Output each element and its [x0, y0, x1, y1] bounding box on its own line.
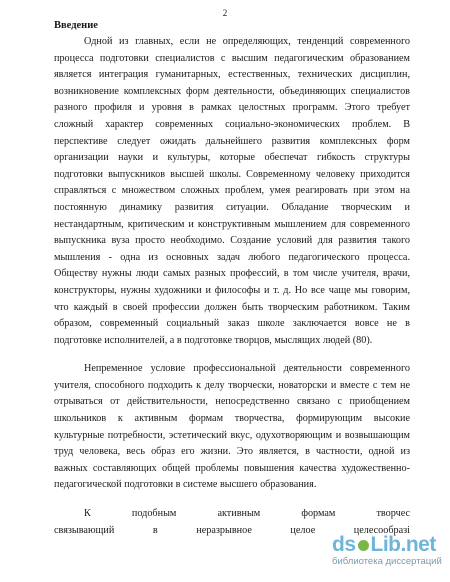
- paragraph-gap: [54, 349, 410, 361]
- dslib-watermark: [332, 534, 442, 574]
- text-line: важных составляющих общей проблемы повышения качества художественно-: [54, 462, 410, 474]
- text-line: выпускника вуза просто необходимо. Создание условий для развития такого: [54, 235, 410, 247]
- page-number: 2: [222, 8, 228, 18]
- text-line: конструкторы, нужны художники и философы и т. д. Но все чаще мы говорим,: [54, 284, 410, 296]
- text-line: разного профиля и уровня в рамках целостных программ. Этого требует: [54, 102, 410, 114]
- text-line: образом, современный социальный заказ школе заключается вовсе не в: [54, 318, 410, 330]
- text-line: сложный характер современных социально-экономических проблем. В: [54, 118, 410, 130]
- paragraph: [54, 361, 410, 494]
- watermark-brand-right: Lib.net: [370, 533, 436, 556]
- text-line: организации науки и культуры, которые обеспечат гибкость структуры: [54, 152, 410, 164]
- watermark-dot-icon: [358, 540, 369, 551]
- text-line: культурные потребности, эстетический вкус, одухотворяющим и возвышающим: [54, 429, 410, 441]
- text-line: Обществу нужны люди самых разных профессий, в том числе учителя, врачи,: [54, 268, 410, 280]
- text-line: учителя, способного подходить к делу творчески, новаторски и вместе с тем не: [54, 379, 410, 391]
- section-heading: Введение: [54, 20, 98, 31]
- text-line: возникновение комплексных форм деятельности, объединяющих специалистов: [54, 85, 410, 97]
- watermark-logo: [332, 534, 442, 556]
- text-line: что каждый в своей профессии должен быть творческим работником. Таким: [54, 301, 410, 313]
- text-line: отрываться от действительности, непосредственно связано с приобщением: [54, 396, 410, 408]
- paragraph: [54, 34, 410, 349]
- text-line: является интеграция гуманитарных, естественных, технических дисциплин,: [54, 69, 410, 81]
- text-line: школьников к активным формам творчества, формирующим высокие: [54, 413, 410, 425]
- text-line: мышления - одна из основных задач любого педагогического процесса.: [54, 251, 410, 263]
- text-line: нестандартным, критическим и конструктивным мышлением для современного: [54, 218, 410, 230]
- text-line: подготовке исполнителей, а в подготовке творцов, мыслящих людей (80).: [54, 334, 373, 346]
- document-body: [54, 18, 410, 539]
- text-line: Одной из главных, если не определяющих, тенденций современного: [84, 36, 410, 47]
- text-line: постоянную динамику развития ситуации. Обладание творческим и: [54, 201, 410, 213]
- text-line: справляться с множеством сложных проблем, умея реагировать при этом на: [54, 185, 410, 197]
- text-line: процесса подготовки специалистов с высшим педагогическим образованием: [54, 52, 410, 64]
- text-line: перспективе следует ожидать дальнейшего развития комплексных форм: [54, 135, 410, 147]
- paragraph-gap: [54, 494, 410, 506]
- text-line: педагогической подготовки в системе высшего образования.: [54, 479, 317, 491]
- text-line: связывающий в неразрывное целое целесообразі: [54, 524, 410, 536]
- watermark-brand-left: ds: [332, 533, 356, 556]
- paragraphs: [54, 34, 410, 539]
- text-line: Непременное условие профессиональной деятельности современного: [84, 363, 410, 375]
- text-line: труд человека, весь образ его жизни. Это является, в частности, одной из: [54, 446, 410, 458]
- text-line: К подобным активным формам творчес: [84, 508, 410, 520]
- watermark-tagline: библиотека диссертаций: [332, 556, 442, 567]
- text-line: подготовки выпускников высшей школы. Современному человеку приходится: [54, 168, 410, 180]
